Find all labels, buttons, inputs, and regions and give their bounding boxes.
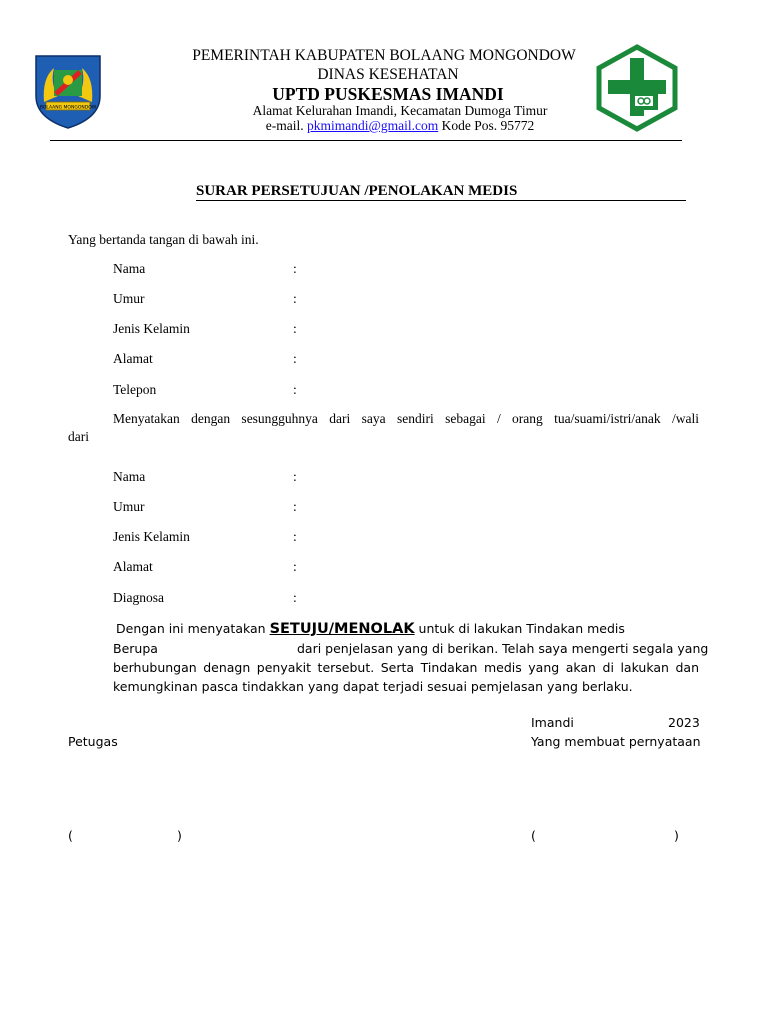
declarant-signature-open: ( [531,828,536,843]
patient-gender-label: Jenis Kelamin [113,529,190,544]
header-contact [142,117,658,134]
signer-phone-colon: : [293,382,297,397]
postal-code: Kode Pos. 95772 [441,118,535,133]
patient-diagnosis-label: Diagnosa [113,590,164,605]
patient-address-label: Alamat [113,559,153,574]
patient-name-label: Nama [113,469,146,484]
bolaang-mongondow-emblem-icon [32,50,104,130]
patient-gender-colon: : [293,529,297,544]
signer-gender-colon: : [293,321,297,336]
header-government: PEMERINTAH KABUPATEN BOLAANG MONGONDOW [192,47,576,64]
patient-name-colon: : [293,469,297,484]
consent-choice: SETUJU/MENOLAK [269,621,415,637]
patient-address-colon: : [293,559,297,574]
signer-age-colon: : [293,291,297,306]
intro-text: Yang bertanda tangan di bawah ini. [68,232,259,247]
header-department: DINAS KESEHATAN [317,66,459,83]
header-institution: UPTD PUSKESMAS IMANDI [272,84,504,104]
signer-gender-label: Jenis Kelamin [113,321,190,336]
signer-age-label: Umur [113,291,145,306]
consent-prefix: Dengan ini menyatakan [116,621,266,636]
consent-line-4: kemungkinan pasca tindakkan yang dapat terjadi sesuai pemjelasan yang berlaku. [113,679,633,694]
statement-line-2: dari [68,429,89,444]
consent-line-2: dari penjelasan yang di berikan. Telah saya mengerti segala yang [297,641,709,656]
declarant-label: Yang membuat pernyataan [531,734,701,749]
consent-berupa: Berupa [113,641,158,656]
email-prefix: e-mail. [265,118,304,133]
patient-diagnosis-colon: : [293,590,297,605]
signer-address-colon: : [293,351,297,366]
signer-address-label: Alamat [113,351,153,366]
header-divider [50,140,682,141]
document-title: SURAR PERSETUJUAN /PENOLAKAN MEDIS [196,182,686,201]
statement-line-1: Menyatakan dengan sesungguhnya dari saya sendiri sebagai / orang tua/suami/istri/anak /wali [113,411,699,426]
officer-signature-open: ( [68,828,73,843]
officer-label: Petugas [68,734,118,749]
signer-name-colon: : [293,261,297,276]
signature-year: 2023 [668,715,700,730]
patient-age-colon: : [293,499,297,514]
signature-place: Imandi [531,715,574,730]
header-address: Alamat Kelurahan Imandi, Kecamatan Dumoga Timur [252,103,548,118]
declarant-signature-close: ) [674,828,679,843]
signer-name-label: Nama [113,261,146,276]
email-link[interactable]: pkmimandi@gmail.com [306,118,439,133]
left-logo-banner-text: BOLAANG MONGONDOW [39,105,97,111]
patient-age-label: Umur [113,499,145,514]
signer-phone-label: Telepon [113,382,157,397]
officer-signature-close: ) [177,828,182,843]
consent-suffix: untuk di lakukan Tindakan medis [418,621,625,636]
consent-line-3: berhubungan denagn penyakit tersebut. Serta Tindakan medis yang akan di lakukan dan [113,660,699,675]
consent-line-1 [116,621,625,637]
